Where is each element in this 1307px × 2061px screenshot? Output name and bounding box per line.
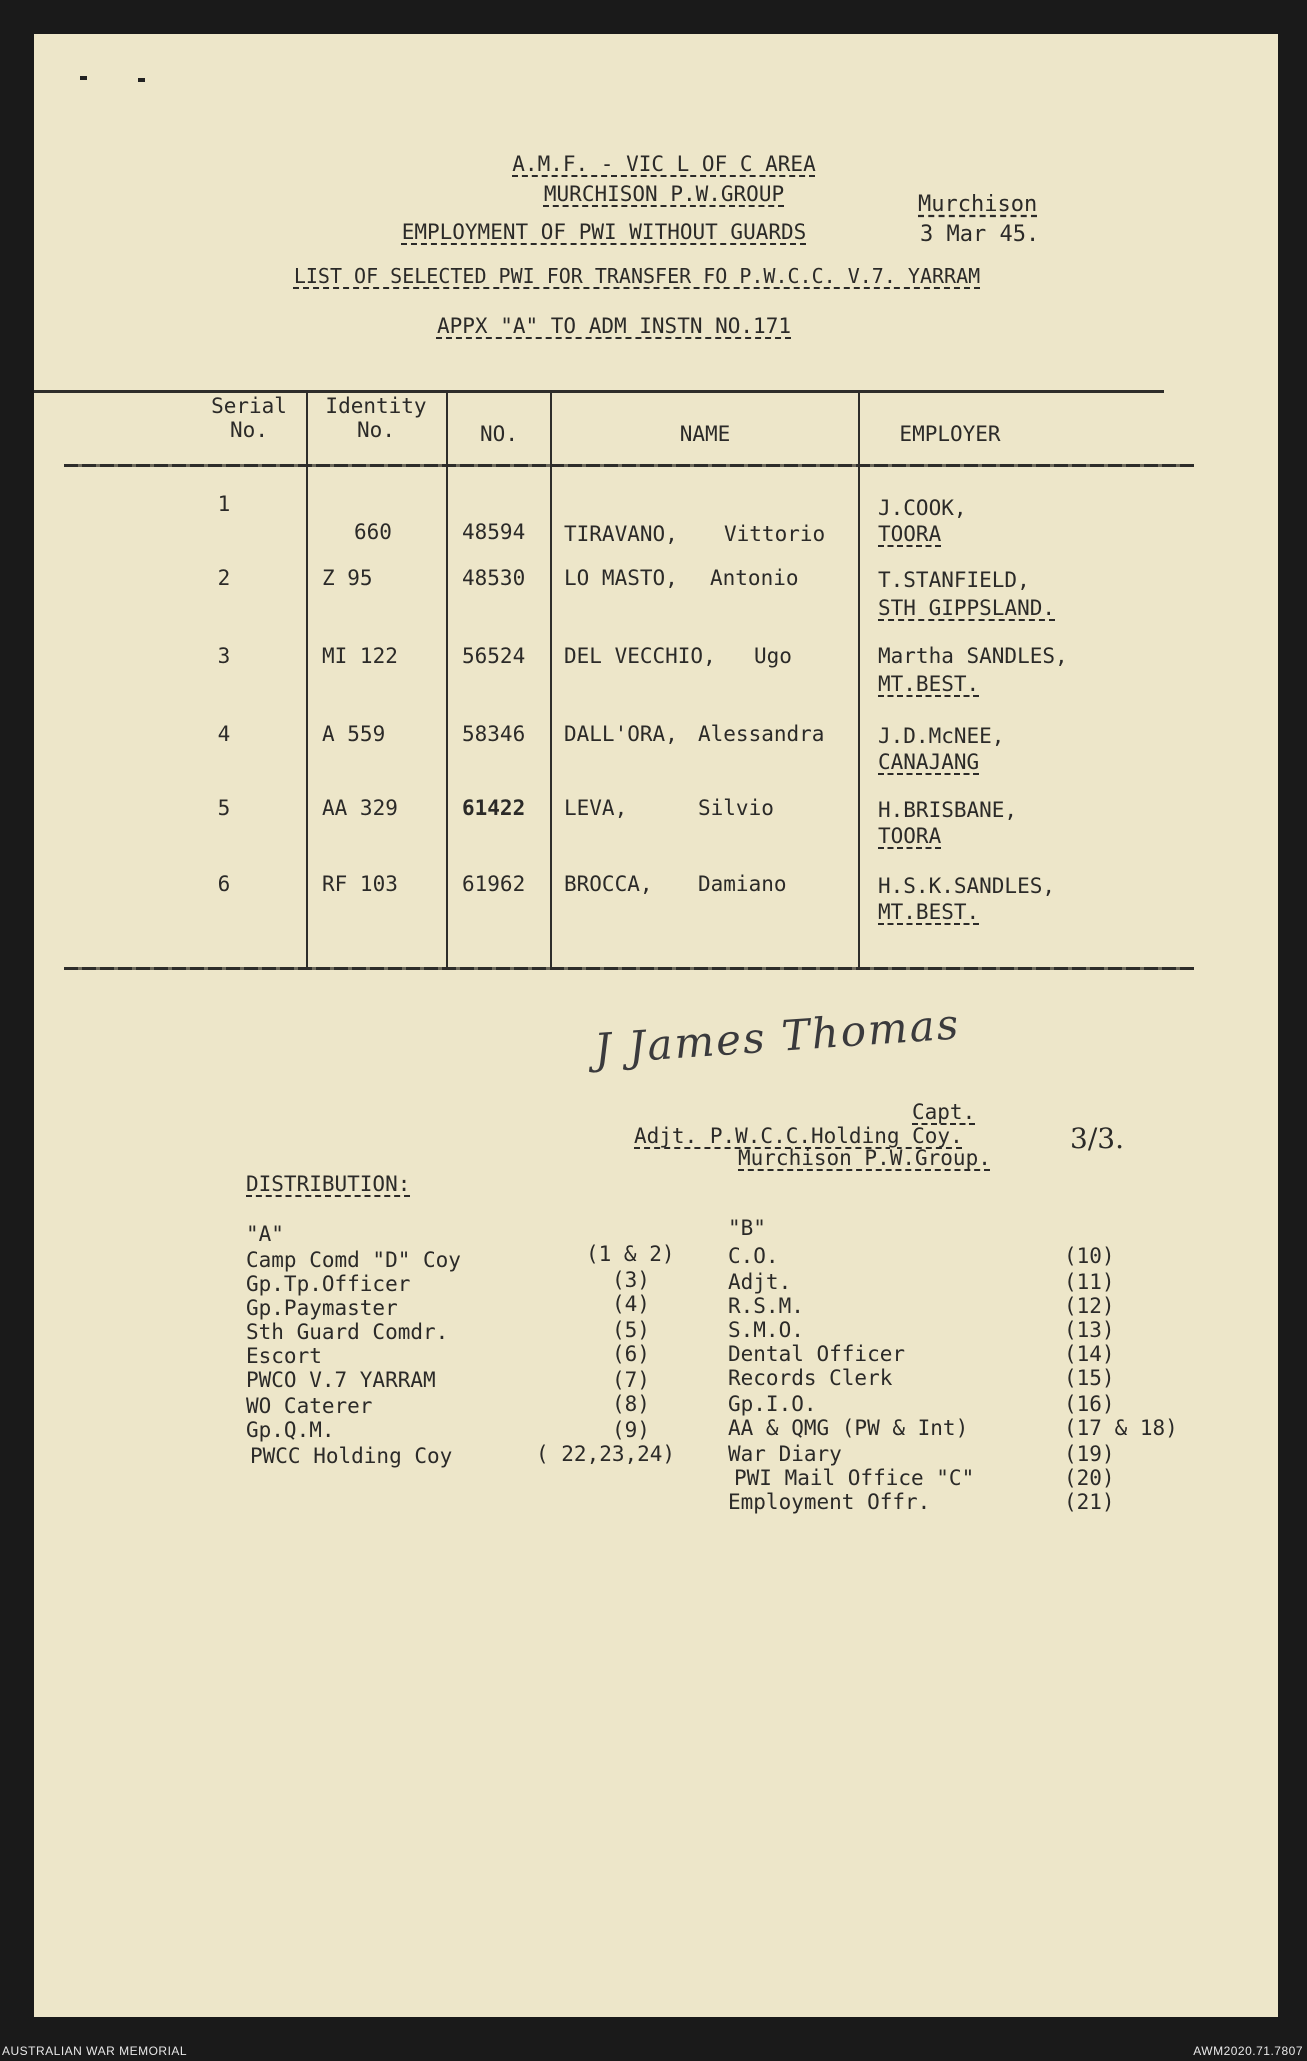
list-item: Escort [246, 1344, 322, 1368]
cell-no: 61962 [462, 872, 526, 896]
cell-identity: RF 103 [322, 872, 398, 896]
list-item: Gp.Paymaster [246, 1296, 398, 1320]
list-item: R.S.M. [728, 1294, 804, 1318]
header-no: NO. [480, 422, 518, 446]
list-item-copies: (9) [612, 1418, 650, 1442]
list-item-copies: (13) [1064, 1318, 1115, 1342]
cell-location: STH GIPPSLAND. [878, 596, 1056, 620]
cell-location: MT.BEST. [878, 672, 980, 696]
punch-mark [80, 76, 87, 80]
date: 3 Mar 45. [920, 222, 1040, 247]
list-item-copies: (19) [1064, 1442, 1115, 1466]
header-employer: EMPLOYER [899, 422, 1001, 446]
list-item-copies: (11) [1064, 1270, 1115, 1294]
list-item-copies: ( 22,23,24) [536, 1442, 676, 1466]
place: Murchison [918, 192, 1038, 217]
list-item: Gp.Q.M. [246, 1418, 335, 1442]
signature-rank: Capt. [912, 1100, 976, 1124]
list-item-copies: (4) [612, 1292, 650, 1316]
distribution-col-a-label: "A" [246, 1222, 284, 1246]
cell-location: TOORA [878, 824, 942, 848]
list-item: Camp Comd "D" Coy [246, 1248, 461, 1272]
list-item: Adjt. [728, 1270, 792, 1294]
cell-surname: TIRAVANO, [564, 522, 678, 546]
signature-appointment: Adjt. P.W.C.C.Holding Coy. [634, 1124, 963, 1148]
list-item: PWI Mail Office "C" [734, 1466, 975, 1490]
table-top-rule [34, 390, 1164, 393]
document-page [34, 34, 1278, 2017]
cell-given: Silvio [698, 796, 774, 820]
list-item-copies: (15) [1064, 1366, 1115, 1390]
cell-serial: 2 [217, 566, 231, 590]
list-item: Sth Guard Comdr. [246, 1320, 449, 1344]
cell-given: Antonio [710, 566, 799, 590]
signature-unit: Murchison P.W.Group. [738, 1146, 991, 1170]
cell-employer: H.BRISBANE, [878, 798, 1018, 822]
list-item-copies: (3) [612, 1268, 650, 1292]
cell-serial: 4 [217, 722, 231, 746]
list-item-copies: (6) [612, 1342, 650, 1366]
list-item-copies: (16) [1064, 1392, 1115, 1416]
cell-employer: H.S.K.SANDLES, [878, 874, 1056, 898]
list-item: Dental Officer [728, 1342, 906, 1366]
cell-serial: 1 [217, 492, 231, 516]
cell-employer: J.D.McNEE, [878, 724, 1005, 748]
cell-employer: T.STANFIELD, [878, 568, 1030, 592]
cell-serial: 6 [217, 872, 231, 896]
header-serial-no: No. [230, 418, 268, 442]
page-mark: 3/3. [1070, 1122, 1124, 1155]
list-item-copies: (21) [1064, 1490, 1115, 1514]
list-item: AA & QMG (PW & Int) [728, 1416, 969, 1440]
cell-identity: 660 [354, 520, 392, 544]
list-item: Records Clerk [728, 1366, 893, 1390]
list-item-copies: (14) [1064, 1342, 1115, 1366]
table-header-rule [64, 464, 1194, 467]
list-item: Employment Offr. [728, 1490, 931, 1514]
handwritten-signature: J James Thomas [592, 999, 962, 1074]
list-item: S.M.O. [728, 1318, 804, 1342]
cell-serial: 5 [217, 796, 231, 820]
distribution-title: DISTRIBUTION: [246, 1172, 411, 1196]
cell-surname: LO MASTO, [564, 566, 678, 590]
cell-no: 56524 [462, 644, 526, 668]
cell-employer: Martha SANDLES, [878, 644, 1068, 668]
table-bottom-rule [64, 967, 1194, 970]
distribution-col-b-label: "B" [728, 1216, 766, 1240]
cell-surname: DEL VECCHIO, [564, 644, 716, 668]
cell-given: Alessandra [698, 722, 825, 746]
header-line-3: EMPLOYMENT OF PWI WITHOUT GUARDS [401, 220, 807, 244]
cell-given: Vittorio [724, 522, 826, 546]
list-item-copies: (1 & 2) [586, 1242, 675, 1266]
cell-identity: MI 122 [322, 644, 398, 668]
cell-serial: 3 [217, 644, 231, 668]
cell-surname: DALL'ORA, [564, 722, 678, 746]
footer-left: AUSTRALIAN WAR MEMORIAL [2, 2044, 188, 2058]
cell-no: 48594 [462, 520, 526, 544]
list-title: LIST OF SELECTED PWI FOR TRANSFER FO P.W.C.C. V.7. YARRAM [293, 264, 981, 288]
header-line-2: MURCHISON P.W.GROUP [543, 182, 785, 206]
cell-no: 58346 [462, 722, 526, 746]
list-item: Gp.Tp.Officer [246, 1272, 411, 1296]
punch-mark [138, 78, 145, 82]
cell-no: 48530 [462, 566, 526, 590]
cell-location: CANAJANG [878, 750, 980, 774]
column-divider [306, 392, 308, 967]
header-serial: Serial [211, 394, 287, 418]
cell-identity: AA 329 [322, 796, 398, 820]
cell-given: Ugo [754, 644, 792, 668]
cell-employer: J.COOK, [878, 496, 967, 520]
cell-identity: A 559 [322, 722, 386, 746]
cell-no: 61422 [462, 796, 526, 820]
list-item-copies: (10) [1064, 1244, 1115, 1268]
list-item: War Diary [728, 1442, 842, 1466]
header-name: NAME [679, 422, 731, 446]
list-item-copies: (17 & 18) [1064, 1416, 1178, 1440]
cell-surname: LEVA, [564, 796, 628, 820]
column-divider [446, 392, 448, 967]
list-item: PWCC Holding Coy [250, 1444, 453, 1468]
footer-right: AWM2020.71.7807 [1193, 2044, 1303, 2058]
header-identity-no: No. [357, 418, 395, 442]
column-divider [550, 392, 552, 967]
cell-location: MT.BEST. [878, 900, 980, 924]
cell-surname: BROCCA, [564, 872, 653, 896]
list-item-copies: (12) [1064, 1294, 1115, 1318]
list-item: PWCO V.7 YARRAM [246, 1368, 436, 1392]
column-divider [858, 392, 860, 967]
cell-given: Damiano [698, 872, 787, 896]
list-item-copies: (5) [612, 1318, 650, 1342]
list-item: Gp.I.O. [728, 1392, 817, 1416]
header-line-1: A.M.F. - VIC L OF C AREA [512, 152, 816, 176]
cell-location: TOORA [878, 522, 942, 546]
appendix-title: APPX "A" TO ADM INSTN NO.171 [436, 314, 791, 338]
list-item-copies: (20) [1064, 1466, 1115, 1490]
header-identity: Identity [325, 394, 427, 418]
list-item: C.O. [728, 1244, 779, 1268]
cell-identity: Z 95 [322, 566, 373, 590]
list-item-copies: (8) [612, 1392, 650, 1416]
list-item: WO Caterer [246, 1394, 373, 1418]
list-item-copies: (7) [612, 1368, 650, 1392]
